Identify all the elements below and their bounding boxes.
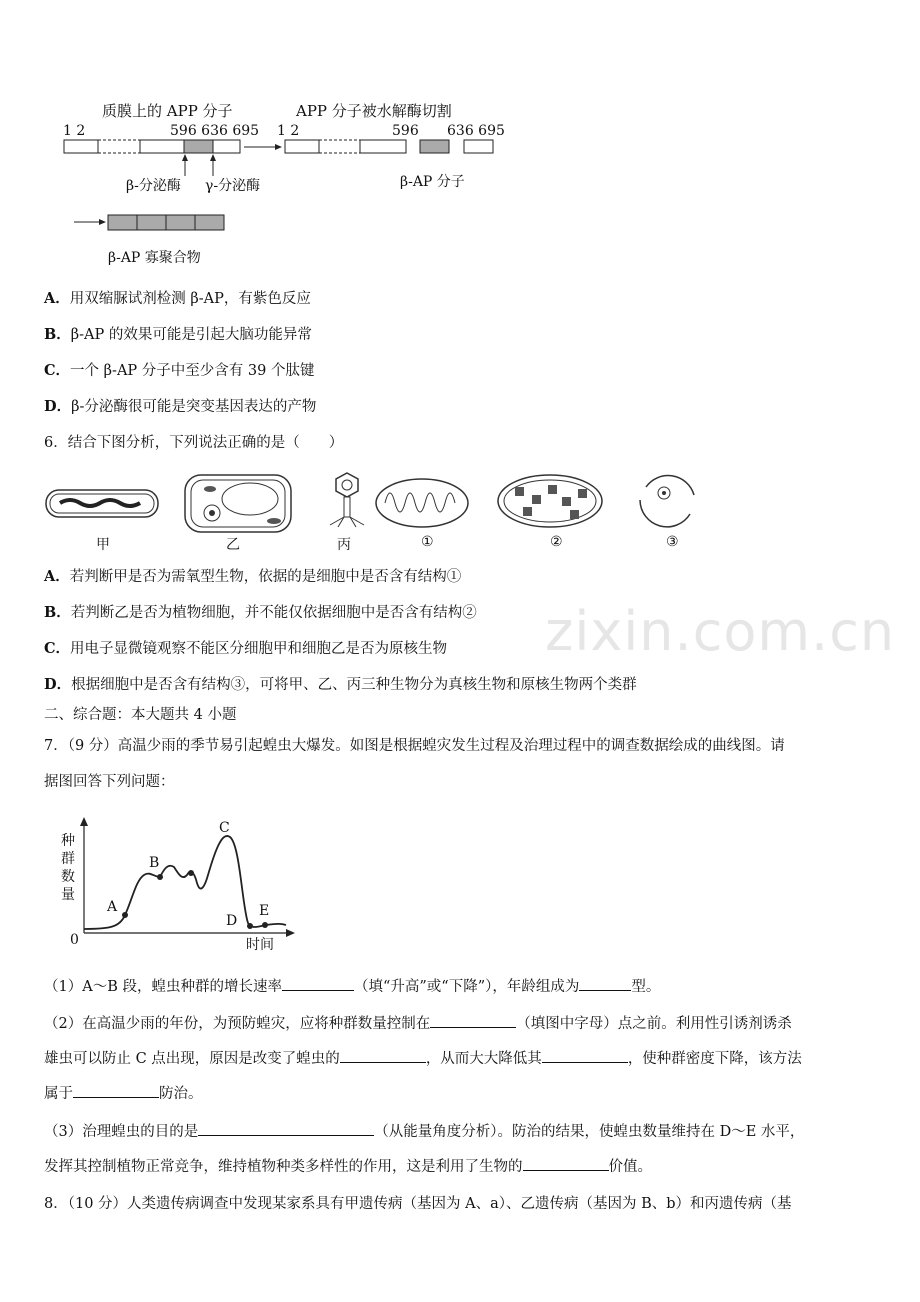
cells-figure (40, 465, 720, 555)
chart-plot (70, 815, 300, 940)
q5-option-a: A．用双缩脲试剂检测 β-AP，有紫色反应 (44, 290, 311, 307)
section-2-heading: 二、综合题：本大题共 4 小题 (44, 707, 237, 723)
cell-label-yi: 乙 (226, 537, 240, 553)
chart-origin: 0 (70, 932, 79, 948)
cell-label-jia: 甲 (96, 537, 110, 553)
label-beta-secretase: β-分泌酶 (126, 178, 181, 194)
q6-option-d: D．根据细胞中是否含有结构③，可将甲、乙、丙三种生物分为真核生物和原核生物两个类群 (44, 676, 637, 693)
cell-label-1: ① (421, 534, 434, 550)
label-num-r1: 1 2 (277, 123, 300, 139)
watermark: zixin.com.cn (545, 600, 896, 663)
label-beta-ap: β-AP 分子 (400, 174, 465, 190)
point-label-e: E (259, 903, 270, 919)
q5-option-d: D．β-分泌酶很可能是突变基因表达的产物 (44, 398, 317, 415)
label-app-membrane: 质膜上的 APP 分子 (102, 102, 233, 120)
q7-part-2-line-3: 属于 防治。 (44, 1083, 203, 1104)
q5-option-c: C．一个 β-AP 分子中至少含有 39 个肽键 (44, 362, 315, 379)
blank-2-3[interactable] (542, 1048, 628, 1063)
point-label-a: A (107, 899, 118, 915)
label-num-r3: 636 695 (447, 123, 505, 139)
label-app-cut: APP 分子被水解酶切割 (296, 102, 452, 120)
q7-part-1: （1）A～B 段，蝗虫种群的增长速率 （填“升高”或“下降”），年龄组成为 型。 (44, 976, 660, 997)
cell-label-3: ③ (666, 534, 679, 550)
blank-2-4[interactable] (73, 1083, 159, 1098)
label-num-r2: 596 (392, 123, 419, 139)
q6-stem: 6．结合下图分析，下列说法正确的是（ ） (44, 435, 344, 451)
blank-2-1[interactable] (430, 1013, 516, 1028)
label-num-mid: 596 636 695 (170, 123, 260, 139)
blank-2-2[interactable] (340, 1048, 426, 1063)
label-num-left: 1 2 (63, 123, 86, 139)
q7-part-2-line-1: （2）在高温少雨的年份，为预防蝗灾，应将种群数量控制在 （填图中字母）点之前。利用性引诱剂诱杀 (44, 1013, 792, 1034)
q7-stem-1: 7．（9 分）高温少雨的季节易引起蝗虫大爆发。如图是根据蝗灾发生过程及治理过程中的调查数据绘成的曲线图。请 (44, 738, 785, 754)
q6-option-c: C．用电子显微镜观察不能区分细胞甲和细胞乙是否为原核生物 (44, 640, 448, 657)
chart-xlabel: 时间 (246, 937, 274, 953)
blank-1-1[interactable] (282, 976, 354, 991)
label-oligomer: β-AP 寡聚合物 (108, 250, 201, 266)
blank-3-2[interactable] (523, 1156, 609, 1171)
label-gamma-secretase: γ-分泌酶 (205, 178, 261, 194)
q7-part-3-line-2: 发挥其控制植物正常竞争，维持植物种类多样性的作用，这是利用了生物的 价值。 (44, 1156, 652, 1177)
q6-option-a: A．若判断甲是否为需氧型生物，依据的是细胞中是否含有结构① (44, 568, 462, 585)
q7-stem-2: 据图回答下列问题： (44, 774, 175, 790)
point-label-b: B (149, 855, 160, 871)
q8-stem: 8．（10 分）人类遗传病调查中发现某家系具有甲遗传病（基因为 A、a）、乙遗传病（基因为 B、b）和丙遗传病（基 (44, 1196, 792, 1212)
q6-option-b: B．若判断乙是否为植物细胞，并不能仅依据细胞中是否含有结构② (44, 604, 477, 621)
q7-part-3-line-1: （3）治理蝗虫的目的是 （从能量角度分析）。防治的结果，使蝗虫数量维持在 D～E 水平， (44, 1121, 804, 1142)
point-label-d: D (226, 913, 238, 929)
q7-part-2-line-2: 雄虫可以防止 C 点出现，原因是改变了蝗虫的 ，从而大大降低其 ，使种群密度下降，该方法 (44, 1048, 802, 1069)
chart-ylabel: 种群数量 (61, 833, 75, 903)
cell-label-bing: 丙 (337, 537, 351, 553)
blank-1-2[interactable] (579, 976, 631, 991)
point-label-c: C (219, 820, 230, 836)
q5-option-b: B．β-AP 的效果可能是引起大脑功能异常 (44, 326, 312, 343)
blank-3-1[interactable] (198, 1121, 374, 1136)
cell-label-2: ② (550, 534, 563, 550)
